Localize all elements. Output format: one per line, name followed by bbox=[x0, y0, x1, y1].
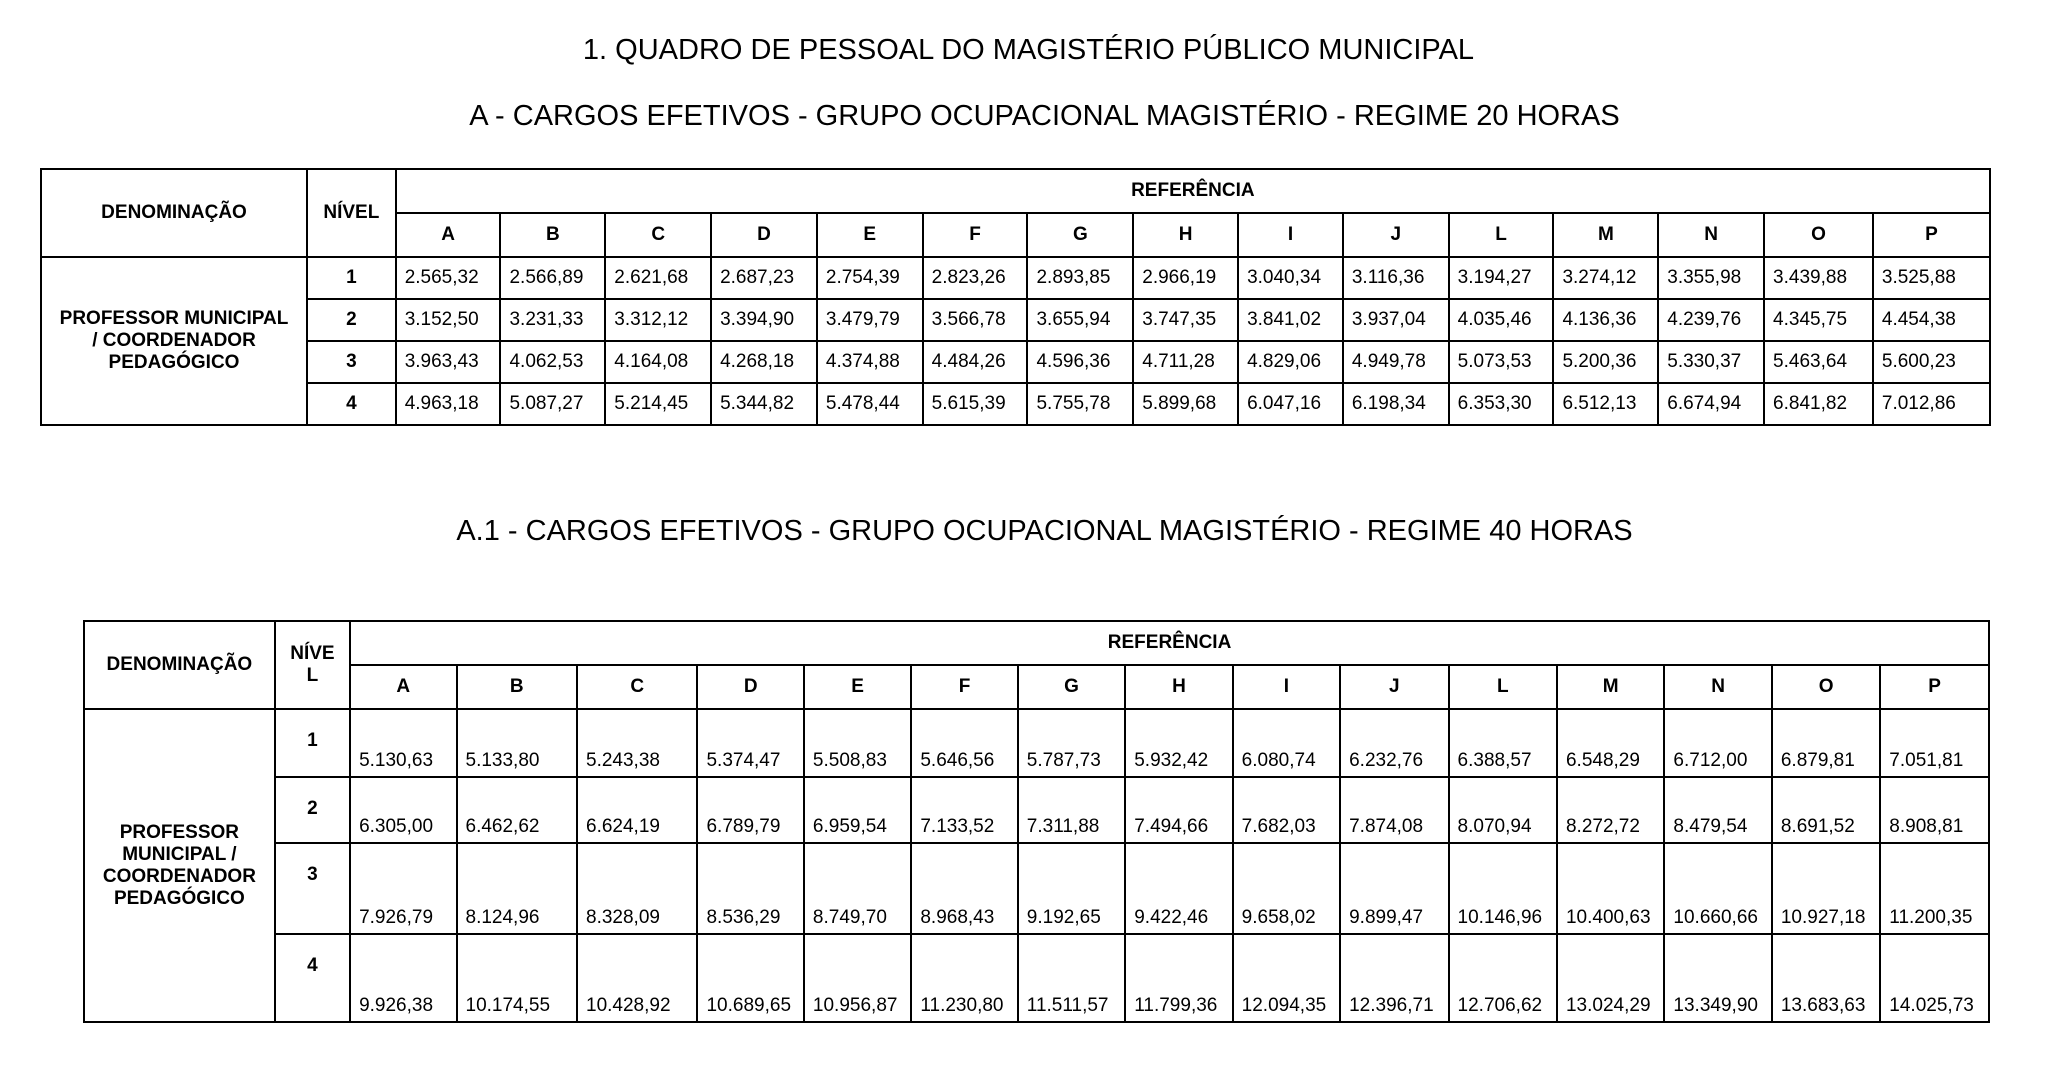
salary-cell: 11.799,36 bbox=[1125, 934, 1232, 1022]
header-denominacao: DENOMINAÇÃO bbox=[41, 169, 307, 257]
table-row bbox=[84, 843, 1989, 934]
nivel-cell: 3 bbox=[307, 341, 396, 383]
salary-cell: 6.462,62 bbox=[457, 777, 577, 843]
ref-header-g: G bbox=[1018, 665, 1125, 709]
salary-cell: 10.927,18 bbox=[1772, 843, 1880, 934]
ref-header-p: P bbox=[1880, 665, 1989, 709]
salary-cell: 13.024,29 bbox=[1557, 934, 1664, 1022]
salary-cell: 8.968,43 bbox=[911, 843, 1017, 934]
ref-header-b: B bbox=[457, 665, 577, 709]
table-row bbox=[84, 934, 1989, 1022]
ref-header-j: J bbox=[1343, 213, 1449, 257]
salary-cell: 8.328,09 bbox=[577, 843, 697, 934]
salary-cell: 3.439,88 bbox=[1764, 257, 1873, 299]
salary-cell: 6.388,57 bbox=[1449, 709, 1557, 777]
denominacao-line: / COORDENADOR bbox=[92, 330, 256, 351]
salary-cell: 3.937,04 bbox=[1343, 299, 1449, 341]
salary-cell: 6.232,76 bbox=[1340, 709, 1448, 777]
salary-cell: 14.025,73 bbox=[1880, 934, 1989, 1022]
salary-cell: 7.874,08 bbox=[1340, 777, 1448, 843]
salary-cell: 2.823,26 bbox=[923, 257, 1028, 299]
salary-cell: 5.600,23 bbox=[1873, 341, 1990, 383]
ref-header-d: D bbox=[697, 665, 803, 709]
salary-cell: 9.422,46 bbox=[1125, 843, 1232, 934]
salary-cell: 5.073,53 bbox=[1449, 341, 1554, 383]
ref-header-h: H bbox=[1133, 213, 1238, 257]
table-row bbox=[84, 777, 1989, 843]
salary-cell: 6.353,30 bbox=[1449, 383, 1554, 425]
salary-cell: 3.231,33 bbox=[500, 299, 605, 341]
salary-cell: 4.035,46 bbox=[1449, 299, 1554, 341]
salary-cell: 12.706,62 bbox=[1449, 934, 1557, 1022]
ref-header-n: N bbox=[1658, 213, 1764, 257]
salary-cell: 7.926,79 bbox=[350, 843, 456, 934]
salary-cell: 11.230,80 bbox=[911, 934, 1017, 1022]
salary-cell: 4.949,78 bbox=[1343, 341, 1449, 383]
ref-header-i: I bbox=[1238, 213, 1343, 257]
salary-cell: 2.687,23 bbox=[711, 257, 817, 299]
salary-cell: 2.754,39 bbox=[817, 257, 923, 299]
salary-cell: 3.479,79 bbox=[817, 299, 923, 341]
salary-cell: 10.689,65 bbox=[697, 934, 803, 1022]
salary-cell: 10.174,55 bbox=[457, 934, 577, 1022]
salary-cell: 7.311,88 bbox=[1018, 777, 1125, 843]
salary-cell: 6.047,16 bbox=[1238, 383, 1343, 425]
salary-cell: 9.658,02 bbox=[1233, 843, 1340, 934]
ref-header-f: F bbox=[911, 665, 1017, 709]
salary-cell: 9.192,65 bbox=[1018, 843, 1125, 934]
salary-cell: 3.566,78 bbox=[923, 299, 1028, 341]
salary-cell: 3.355,98 bbox=[1658, 257, 1764, 299]
salary-cell: 11.200,35 bbox=[1880, 843, 1989, 934]
denominacao-line: MUNICIPAL / bbox=[122, 843, 237, 865]
salary-cell: 2.893,85 bbox=[1027, 257, 1133, 299]
salary-cell: 5.787,73 bbox=[1018, 709, 1125, 777]
ref-header-o: O bbox=[1764, 213, 1873, 257]
salary-cell: 6.841,82 bbox=[1764, 383, 1873, 425]
salary-cell: 4.711,28 bbox=[1133, 341, 1238, 383]
salary-cell: 8.749,70 bbox=[804, 843, 911, 934]
ref-header-f: F bbox=[923, 213, 1028, 257]
nivel-header-line: NÍVE bbox=[290, 643, 335, 664]
salary-cell: 3.525,88 bbox=[1873, 257, 1990, 299]
denominacao-line: PROFESSOR bbox=[119, 821, 240, 843]
ref-header-i: I bbox=[1233, 665, 1340, 709]
salary-cell: 2.565,32 bbox=[396, 257, 501, 299]
salary-cell: 6.624,19 bbox=[577, 777, 697, 843]
ref-header-a: A bbox=[396, 213, 501, 257]
salary-cell: 5.899,68 bbox=[1133, 383, 1238, 425]
salary-cell: 10.956,87 bbox=[804, 934, 911, 1022]
salary-cell: 8.908,81 bbox=[1880, 777, 1989, 843]
nivel-cell: 4 bbox=[275, 934, 350, 1022]
salary-cell: 5.615,39 bbox=[923, 383, 1028, 425]
salary-cell: 7.133,52 bbox=[911, 777, 1017, 843]
ref-header-o: O bbox=[1772, 665, 1880, 709]
salary-cell: 3.152,50 bbox=[396, 299, 501, 341]
salary-cell: 13.349,90 bbox=[1664, 934, 1771, 1022]
ref-header-m: M bbox=[1557, 665, 1664, 709]
table-row bbox=[41, 299, 1990, 341]
table-a1-subtitle: A.1 - CARGOS EFETIVOS - GRUPO OCUPACIONAL MAGISTÉRIO - REGIME 40 HORAS bbox=[456, 515, 1633, 547]
salary-cell: 5.932,42 bbox=[1125, 709, 1232, 777]
table-a-subtitle: A - CARGOS EFETIVOS - GRUPO OCUPACIONAL MAGISTÉRIO - REGIME 20 HORAS bbox=[469, 100, 1620, 132]
denominacao-cell bbox=[41, 257, 307, 425]
salary-cell: 8.124,96 bbox=[457, 843, 577, 934]
salary-cell: 5.087,27 bbox=[500, 383, 605, 425]
salary-cell: 6.789,79 bbox=[697, 777, 803, 843]
salary-cell: 13.683,63 bbox=[1772, 934, 1880, 1022]
salary-cell: 3.116,36 bbox=[1343, 257, 1449, 299]
salary-cell: 8.691,52 bbox=[1772, 777, 1880, 843]
ref-header-m: M bbox=[1553, 213, 1658, 257]
salary-cell: 6.198,34 bbox=[1343, 383, 1449, 425]
salary-cell: 12.396,71 bbox=[1340, 934, 1448, 1022]
nivel-cell: 3 bbox=[275, 843, 350, 934]
nivel-cell: 2 bbox=[307, 299, 396, 341]
denominacao-line: PEDAGÓGICO bbox=[113, 887, 245, 909]
salary-table-20h bbox=[40, 168, 1991, 426]
salary-cell: 4.239,76 bbox=[1658, 299, 1764, 341]
salary-cell: 3.040,34 bbox=[1238, 257, 1343, 299]
denominacao-line: PROFESSOR MUNICIPAL bbox=[59, 308, 289, 329]
salary-cell: 12.094,35 bbox=[1233, 934, 1340, 1022]
salary-cell: 4.963,18 bbox=[396, 383, 501, 425]
table-row bbox=[84, 709, 1989, 777]
salary-cell: 3.312,12 bbox=[605, 299, 711, 341]
salary-cell: 7.051,81 bbox=[1880, 709, 1989, 777]
salary-cell: 8.272,72 bbox=[1557, 777, 1664, 843]
nivel-cell: 1 bbox=[307, 257, 396, 299]
salary-cell: 5.330,37 bbox=[1658, 341, 1764, 383]
ref-header-c: C bbox=[605, 213, 711, 257]
salary-cell: 10.400,63 bbox=[1557, 843, 1664, 934]
salary-cell: 2.621,68 bbox=[605, 257, 711, 299]
salary-cell: 5.214,45 bbox=[605, 383, 711, 425]
salary-cell: 3.274,12 bbox=[1553, 257, 1658, 299]
salary-cell: 3.841,02 bbox=[1238, 299, 1343, 341]
salary-cell: 2.566,89 bbox=[500, 257, 605, 299]
denominacao-cell bbox=[84, 709, 275, 1022]
salary-cell: 8.479,54 bbox=[1664, 777, 1771, 843]
salary-cell: 10.660,66 bbox=[1664, 843, 1771, 934]
salary-cell: 4.345,75 bbox=[1764, 299, 1873, 341]
ref-header-l: L bbox=[1449, 665, 1557, 709]
salary-cell: 5.508,83 bbox=[804, 709, 911, 777]
salary-cell: 4.062,53 bbox=[500, 341, 605, 383]
salary-cell: 11.511,57 bbox=[1018, 934, 1125, 1022]
salary-cell: 4.164,08 bbox=[605, 341, 711, 383]
salary-cell: 5.243,38 bbox=[577, 709, 697, 777]
salary-table-40h bbox=[83, 620, 1990, 1023]
salary-cell: 5.374,47 bbox=[697, 709, 803, 777]
salary-cell: 6.080,74 bbox=[1233, 709, 1340, 777]
header-referencia: REFERÊNCIA bbox=[396, 169, 1990, 213]
ref-header-e: E bbox=[817, 213, 923, 257]
salary-cell: 6.959,54 bbox=[804, 777, 911, 843]
salary-cell: 9.926,38 bbox=[350, 934, 456, 1022]
ref-header-n: N bbox=[1664, 665, 1771, 709]
nivel-cell: 4 bbox=[307, 383, 396, 425]
salary-cell: 6.712,00 bbox=[1664, 709, 1771, 777]
salary-cell: 6.305,00 bbox=[350, 777, 456, 843]
salary-cell: 3.963,43 bbox=[396, 341, 501, 383]
salary-cell: 6.548,29 bbox=[1557, 709, 1664, 777]
ref-header-e: E bbox=[804, 665, 911, 709]
nivel-cell: 2 bbox=[275, 777, 350, 843]
salary-cell: 4.374,88 bbox=[817, 341, 923, 383]
salary-cell: 10.428,92 bbox=[577, 934, 697, 1022]
ref-header-a: A bbox=[350, 665, 456, 709]
ref-header-l: L bbox=[1449, 213, 1554, 257]
table-row bbox=[41, 383, 1990, 425]
salary-cell: 5.463,64 bbox=[1764, 341, 1873, 383]
denominacao-line: COORDENADOR bbox=[102, 865, 256, 887]
ref-header-g: G bbox=[1027, 213, 1133, 257]
salary-cell: 7.012,86 bbox=[1873, 383, 1990, 425]
header-nivel: NÍVEL bbox=[307, 169, 396, 257]
salary-cell: 5.344,82 bbox=[711, 383, 817, 425]
ref-header-c: C bbox=[577, 665, 697, 709]
salary-cell: 6.879,81 bbox=[1772, 709, 1880, 777]
salary-cell: 3.394,90 bbox=[711, 299, 817, 341]
salary-cell: 5.646,56 bbox=[911, 709, 1017, 777]
document-title: 1. QUADRO DE PESSOAL DO MAGISTÉRIO PÚBLICO MUNICIPAL bbox=[582, 34, 1475, 66]
salary-cell: 5.200,36 bbox=[1553, 341, 1658, 383]
salary-cell: 10.146,96 bbox=[1449, 843, 1557, 934]
salary-cell: 8.536,29 bbox=[697, 843, 803, 934]
nivel-header-line: L bbox=[306, 665, 319, 686]
salary-cell: 5.478,44 bbox=[817, 383, 923, 425]
header-denominacao: DENOMINAÇÃO bbox=[84, 621, 275, 709]
salary-cell: 4.454,38 bbox=[1873, 299, 1990, 341]
ref-header-p: P bbox=[1873, 213, 1990, 257]
header-nivel bbox=[275, 621, 350, 709]
denominacao-line: PEDAGÓGICO bbox=[108, 352, 240, 373]
salary-cell: 5.755,78 bbox=[1027, 383, 1133, 425]
table-row bbox=[41, 341, 1990, 383]
salary-cell: 6.512,13 bbox=[1553, 383, 1658, 425]
salary-cell: 9.899,47 bbox=[1340, 843, 1448, 934]
salary-cell: 7.494,66 bbox=[1125, 777, 1232, 843]
salary-cell: 3.194,27 bbox=[1449, 257, 1554, 299]
nivel-cell: 1 bbox=[275, 709, 350, 777]
salary-cell: 2.966,19 bbox=[1133, 257, 1238, 299]
table-row bbox=[41, 257, 1990, 299]
salary-cell: 5.133,80 bbox=[457, 709, 577, 777]
salary-cell: 4.596,36 bbox=[1027, 341, 1133, 383]
ref-header-d: D bbox=[711, 213, 817, 257]
salary-cell: 7.682,03 bbox=[1233, 777, 1340, 843]
salary-cell: 6.674,94 bbox=[1658, 383, 1764, 425]
salary-cell: 5.130,63 bbox=[350, 709, 456, 777]
salary-cell: 3.655,94 bbox=[1027, 299, 1133, 341]
ref-header-j: J bbox=[1340, 665, 1448, 709]
salary-cell: 4.268,18 bbox=[711, 341, 817, 383]
header-referencia: REFERÊNCIA bbox=[350, 621, 1989, 665]
ref-header-h: H bbox=[1125, 665, 1232, 709]
salary-cell: 8.070,94 bbox=[1449, 777, 1557, 843]
salary-cell: 3.747,35 bbox=[1133, 299, 1238, 341]
salary-cell: 4.136,36 bbox=[1553, 299, 1658, 341]
salary-cell: 4.484,26 bbox=[923, 341, 1028, 383]
ref-header-b: B bbox=[500, 213, 605, 257]
salary-cell: 4.829,06 bbox=[1238, 341, 1343, 383]
